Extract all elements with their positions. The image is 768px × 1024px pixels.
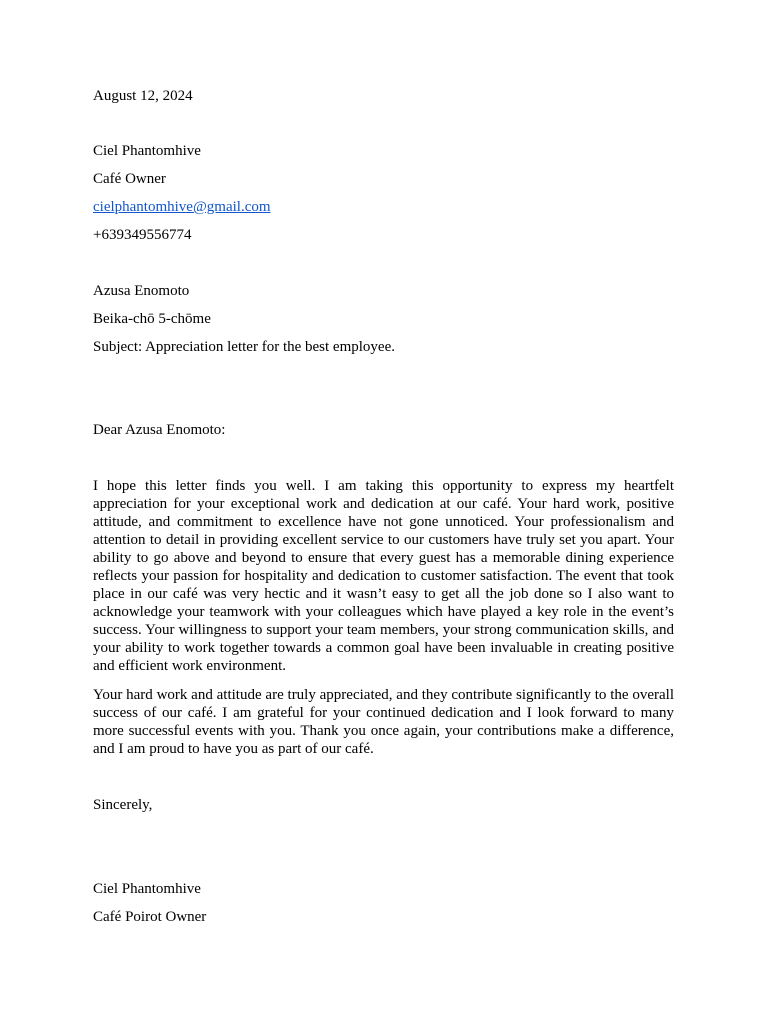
body-paragraph-1: I hope this letter finds you well. I am taking this opportunity to express my heartfelt appreciation for your exceptional work and dedication at our café. Your hard work, positive attitude, and commitment to excellence have not gone unnoticed. Your professionalism and attention to detail in providing excellent service to our customers have truly set you apart. Your ability to go above and beyond to ensure that every guest has a memorable dining experience reflects your passion for hospitality and dedication to customer satisfaction. The event that took place in our café was very hectic and it wasn’t easy to get all the job done so I also want to acknowledge your teamwork with your colleagues which have played a key role in the event’s success. Your willingness to support your team members, your strong communication skills, and your ability to work together towards a common goal have been invaluable in creating positive and efficient work environment. — [93, 478, 674, 674]
body-paragraph-2: Your hard work and attitude are truly appreciated, and they contribute significantly to the overall success of our café. I am grateful for your continued dedication and I look forward to many more successful events with you. Thank you once again, your contributions make a difference, and I am proud to have you as part of our café. — [93, 687, 674, 757]
letter-date: August 12, 2024 — [93, 88, 193, 104]
sender-name: Ciel Phantomhive — [93, 143, 201, 159]
signature-title: Café Poirot Owner — [93, 909, 207, 925]
sender-phone: +639349556774 — [93, 227, 192, 243]
closing: Sincerely, — [93, 797, 153, 813]
recipient-address: Beika-chō 5-chōme — [93, 311, 211, 327]
recipient-name: Azusa Enomoto — [93, 283, 190, 299]
sender-email-link[interactable]: cielphantomhive@gmail.com — [93, 199, 271, 215]
salutation: Dear Azusa Enomoto: — [93, 422, 226, 438]
letter-subject: Subject: Appreciation letter for the best employee. — [93, 339, 395, 355]
signature-name: Ciel Phantomhive — [93, 881, 201, 897]
sender-title: Café Owner — [93, 171, 166, 187]
